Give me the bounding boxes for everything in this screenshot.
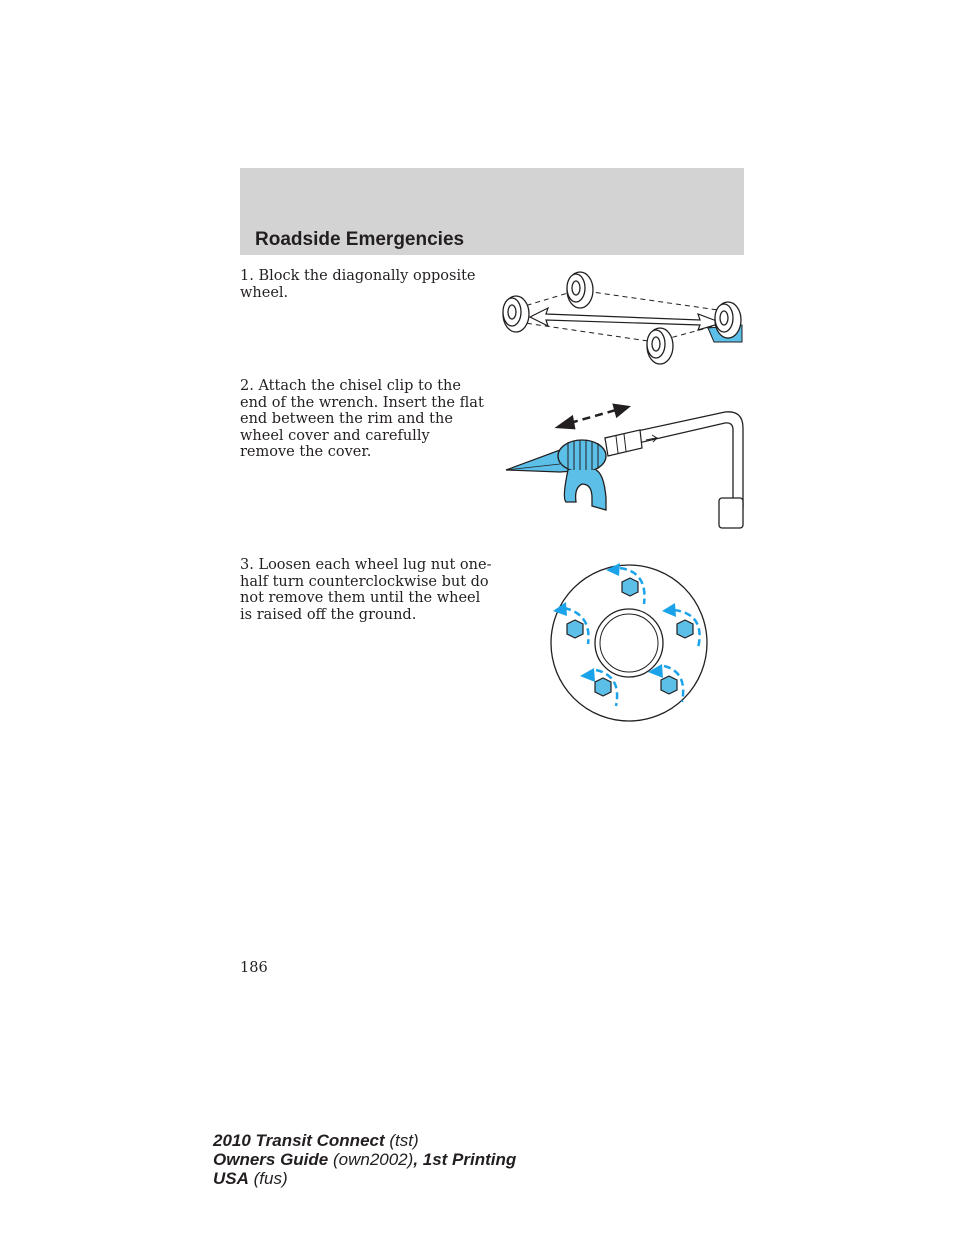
- vehicle-wheels-diagram-icon: [500, 270, 748, 370]
- footer-model: 2010 Transit Connect: [213, 1131, 385, 1150]
- section-header: [240, 168, 744, 255]
- wheel-lug-nuts-icon: [548, 562, 710, 724]
- step-3-text: 3. Loosen each wheel lug nut one-half turn counterclockwise but do not remove them until the wheel is raised off the ground.: [240, 557, 492, 623]
- step-1-text: 1. Block the diagonally opposite wheel.: [240, 268, 476, 301]
- footer-printing: , 1st Printing: [413, 1150, 517, 1169]
- footer-market-code: (fus): [248, 1169, 288, 1188]
- section-title: Roadside Emergencies: [255, 229, 465, 250]
- footer-guide-code: (own2002): [328, 1150, 414, 1169]
- step-2-text: 2. Attach the chisel clip to the end of the wrench. Insert the flat end between the rim and the wheel cover and carefully remove the cover.: [240, 378, 484, 460]
- document-footer: [213, 1131, 516, 1188]
- footer-guide: Owners Guide: [213, 1150, 329, 1169]
- footer-market: USA: [213, 1169, 249, 1188]
- footer-model-code: (tst): [384, 1131, 419, 1150]
- page-number: 186: [240, 960, 268, 976]
- chisel-clip-wrench-icon: [500, 398, 748, 538]
